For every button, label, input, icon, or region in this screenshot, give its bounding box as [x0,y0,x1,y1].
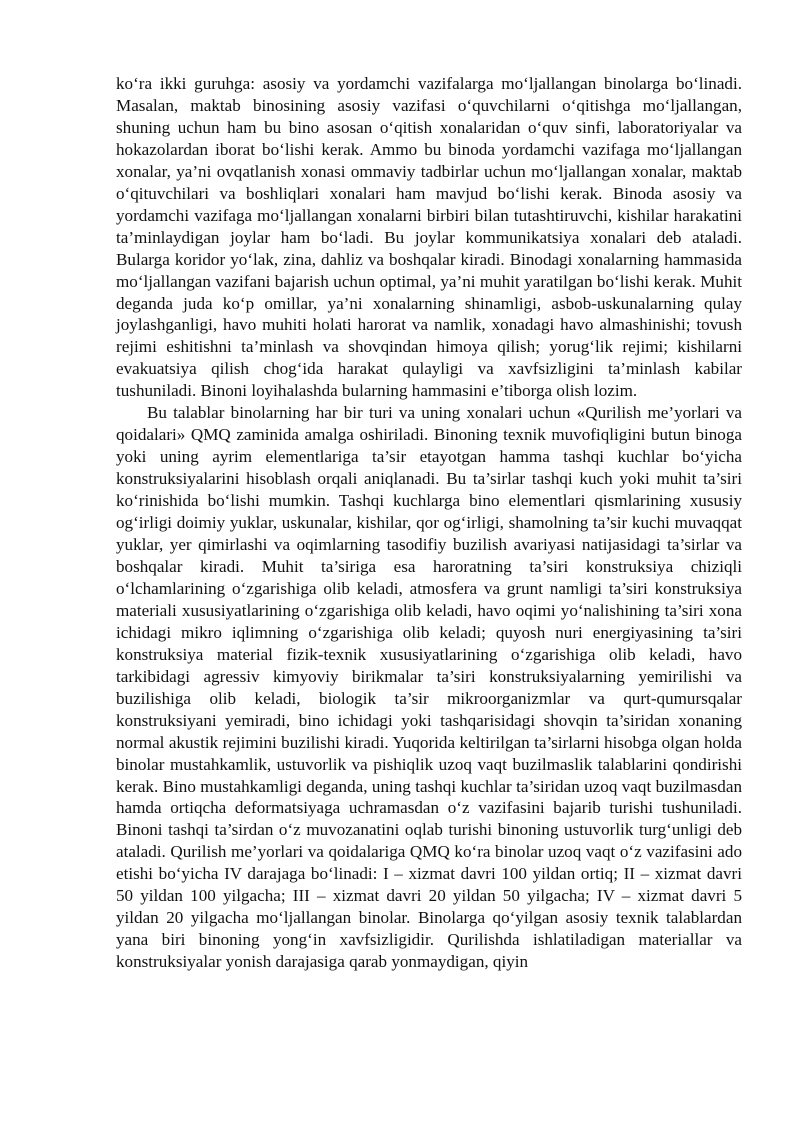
paragraph-1: ko‘ra ikki guruhga: asosiy va yordamchi vazifalarga mo‘ljallangan binolarga bo‘linadi. Masalan, maktab binosining asosiy vazifasi o‘quvchilarni o‘qitishga mo‘ljallangan, shuning uchun ham bu bino asosan o‘qitish xonalaridan o‘quv sinfi, laboratoriyalar va hokazolardan iborat bo‘lishi kerak. Ammo bu binoda yordamchi vazifaga mo‘ljallangan xonalar, ya’ni ovqatlanish xonasi ommaviy tadbirlar uchun mo‘ljallangan xonalar, maktab o‘qituvchilari va boshliqlari xonalari ham mavjud bo‘lishi kerak. Binoda asosiy va yordamchi vazifaga mo‘ljallangan xonalarni birbiri bilan tutashtiruvchi, kishilar harakatini ta’minlaydigan joylar ham bo‘ladi. Bu joylar kommunikatsiya xonalari deb ataladi. Bularga koridor yo‘lak, zina, dahliz va boshqalar kiradi. Binodagi xonalarning hammasida mo‘ljallangan vazifani bajarish uchun optimal, ya’ni muhit yaratilgan bo‘lishi kerak. Muhit deganda juda ko‘p omillar, ya’ni xonalarning shinamligi, asbob-uskunalarning qulay joylashganligi, havo muhiti holati harorat va namlik, xonadagi havo almashinishi; tovush rejimi eshitishni ta’minlash va shovqindan himoya qilish; yorug‘lik rejimi; kishilarni evakuatsiya qilish chog‘ida harakat qulayligi va xavfsizligini ta’minlash kabilar tushuniladi. Binoni loyihalashda bularning hammasini e’tiborga olish lozim. [116,74,742,401]
document-page [116,73,742,973]
paragraph-2: Bu talablar binolarning har bir turi va uning xonalari uchun «Qurilish me’yorlari va qoidalari» QMQ zaminida amalga oshiriladi. Binoning texnik muvofiqligini butun binoga yoki uning ayrim elementlariga ta’sir etayotgan hamma tashqi kuchlar bo‘yicha konstruksiyalarini hisoblash orqali aniqlanadi. Bu ta’sirlar tashqi kuch yoki muhit ta’siri ko‘rinishida bo‘lishi mumkin. Tashqi kuchlarga bino elementlari qismlarining xususiy og‘irligi doimiy yuklar, uskunalar, kishilar, qor og‘irligi, shamolning ta’sir kuchi muvaqqat yuklar, yer qimirlashi va oqimlarning tasodifiy buzilish avariyasi natijasidagi ta’sirlar va boshqalar kiradi. Muhit ta’siriga esa haroratning ta’siri konstruksiya chiziqli o‘lchamlarining o‘zgarishiga olib keladi, atmosfera va grunt namligi ta’siri konstruksiya materiali xususiyatlarining o‘zgarishiga olib keladi, havo oqimi yo‘nalishining ta’siri xona ichidagi mikro iqlimning o‘zgarishiga olib keladi; quyosh nuri energiyasining ta’siri konstruksiya material fizik-texnik xususiyatlarining o‘zgarishiga olib keladi, havo tarkibidagi agressiv kimyoviy birikmalar ta’siri konstruksiyalarning yemirilishi va buzilishiga olib keladi, biologik ta’sir mikroorganizmlar va qurt-qumursqalar konstruksiyani yemiradi, bino ichidagi yoki tashqarisidagi shovqin ta’siridan xonaning normal akustik rejimini buzilishi kiradi. Yuqorida keltirilgan ta’sirlarni hisobga olgan holda binolar mustahkamlik, ustuvorlik va pishiqlik uzoq vaqt buzilmaslik talablarini qondirishi kerak. Bino mustahkamligi deganda, uning tashqi kuchlar ta’siridan uzoq vaqt buzilmasdan hamda ortiqcha deformatsiyaga uchramasdan o‘z vazifasini bajarib turishi tushuniladi. Binoni tashqi ta’sirdan o‘z muvozanatini oqlab turishi binoning ustuvorlik turg‘unligi deb ataladi. Qurilish me’yorlari va qoidalariga QMQ ko‘ra binolar uzoq vaqt o‘z vazifasini ado etishi bo‘yicha IV darajaga bo‘linadi: I – xizmat davri 100 yildan ortiq; II – xizmat davri 50 yildan 100 yilgacha; III – xizmat davri 20 yildan 50 yilgacha; IV – xizmat davri 5 yildan 20 yilgacha mo‘ljallangan binolar. Binolarga qo‘yilgan asosiy texnik talablardan yana biri binoning yong‘in xavfsizligidir. Qurilishda ishlatiladigan materiallar va konstruksiyalar yonish darajasiga qarab yonmaydigan, qiyin [116,403,742,972]
